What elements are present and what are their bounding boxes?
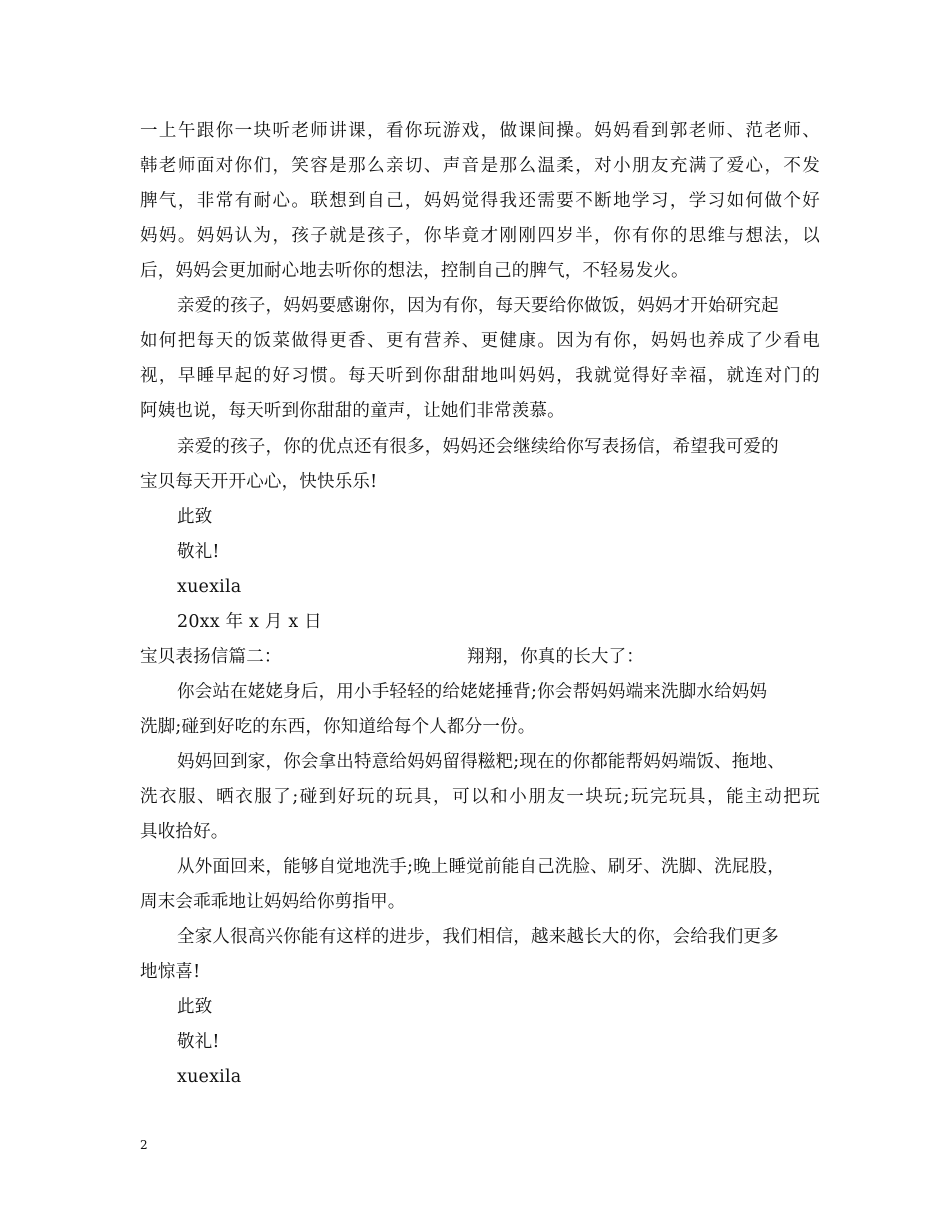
signature: xuexila <box>177 1067 242 1087</box>
paragraph-line: 妈妈回到家，你会拿出特意给妈妈留得糍粑;现在的你都能帮妈妈端饭、拖地、 <box>177 752 785 772</box>
closing-salutation: 此致 <box>177 507 213 527</box>
paragraph-line: 阿姨也说，每天听到你甜甜的童声，让她们非常羡慕。 <box>140 401 565 421</box>
section-heading-line <box>140 647 820 667</box>
page-number: 2 <box>140 1138 148 1152</box>
paragraph-line: 宝贝每天开开心心，快快乐乐! <box>140 472 378 492</box>
closing-regards: 敬礼! <box>177 542 220 562</box>
paragraph-line: 亲爱的孩子，妈妈要感谢你，因为有你，每天要给你做饭，妈妈才开始研究起 <box>177 296 779 316</box>
paragraph-line: 后，妈妈会更加耐心地去听你的想法，控制自己的脾气，不轻易发火。 <box>140 261 689 281</box>
paragraph-line: 全家人很高兴你能有这样的进步，我们相信，越来越长大的你，会给我们更多 <box>177 927 779 947</box>
closing-salutation: 此致 <box>177 997 213 1017</box>
paragraph-line: 洗衣服、晒衣服了;碰到好玩的玩具，可以和小朋友一块玩;玩完玩具，能主动把玩 <box>140 787 820 807</box>
closing-regards: 敬礼! <box>177 1032 220 1052</box>
paragraph-line: 视，早睡早起的好习惯。每天听到你甜甜地叫妈妈，我就觉得好幸福，就连对门的 <box>140 366 820 386</box>
paragraph-line: 从外面回来，能够自觉地洗手;晚上睡觉前能自己洗脸、刷牙、洗脚、洗屁股， <box>177 857 785 877</box>
paragraph-line: 亲爱的孩子，你的优点还有很多，妈妈还会继续给你写表扬信，希望我可爱的 <box>177 437 779 457</box>
section-heading: 宝贝表扬信篇二： <box>140 647 282 667</box>
paragraph-line: 洗脚;碰到好吃的东西，你知道给每个人都分一份。 <box>140 717 536 737</box>
paragraph-line: 周末会乖乖地让妈妈给你剪指甲。 <box>140 892 406 912</box>
paragraph-line: 你会站在姥姥身后，用小手轻轻的给姥姥捶背;你会帮妈妈端来洗脚水给妈妈 <box>177 682 768 702</box>
letter-opening: 翔翔，你真的长大了： <box>467 647 644 667</box>
paragraph-line: 一上午跟你一块听老师讲课，看你玩游戏，做课间操。妈妈看到郭老师、范老师、 <box>140 121 820 141</box>
paragraph-line: 地惊喜! <box>140 962 201 982</box>
date: 20xx 年 x 月 x 日 <box>177 612 322 632</box>
paragraph-line: 妈妈。妈妈认为，孩子就是孩子，你毕竟才刚刚四岁半，你有你的思维与想法，以 <box>140 226 820 246</box>
paragraph-line: 韩老师面对你们，笑容是那么亲切、声音是那么温柔，对小朋友充满了爱心，不发 <box>140 156 820 176</box>
signature: xuexila <box>177 577 242 597</box>
paragraph-line: 如何把每天的饭菜做得更香、更有营养、更健康。因为有你，妈妈也养成了少看电 <box>140 331 820 351</box>
paragraph-line: 脾气，非常有耐心。联想到自己，妈妈觉得我还需要不断地学习，学习如何做个好 <box>140 191 820 211</box>
paragraph-line: 具收拾好。 <box>140 822 229 842</box>
